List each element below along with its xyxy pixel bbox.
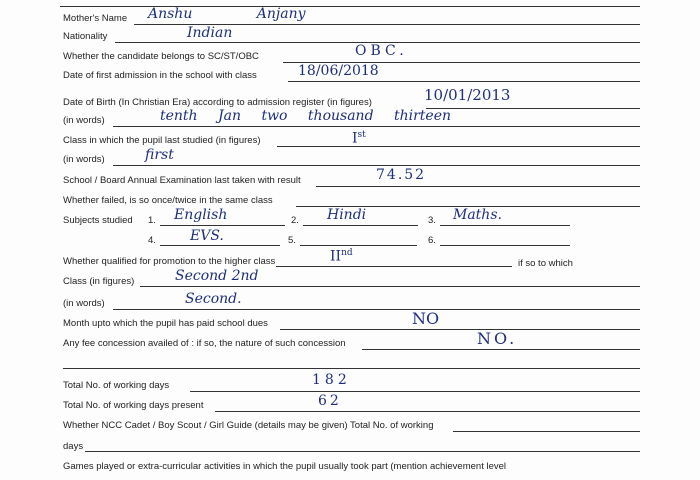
class-figures-label: Class (in figures) bbox=[63, 276, 135, 287]
promotion-label: Whether qualified for promotion to the higher class bbox=[63, 256, 276, 267]
working-days-label: Total No. of working days bbox=[63, 380, 170, 391]
dob-label: Date of Birth (In Christian Era) according to admission register (in figures) bbox=[63, 97, 372, 108]
dob-value: 10/01/2013 bbox=[424, 86, 511, 104]
dob-words-value: tenth Jan two thousand thirteen bbox=[160, 108, 452, 124]
form-line bbox=[60, 6, 640, 7]
subject-value: Hindi bbox=[327, 207, 367, 223]
form-line bbox=[190, 391, 640, 392]
form-line bbox=[113, 309, 640, 310]
class-last-words-value: first bbox=[145, 147, 174, 163]
form-line bbox=[316, 186, 640, 187]
days-label: days bbox=[63, 441, 84, 452]
form-line bbox=[440, 245, 570, 246]
category-value: OBC. bbox=[355, 43, 408, 59]
category-label: Whether the candidate belongs to SC/ST/OBC bbox=[63, 51, 259, 62]
concession-value: NO. bbox=[477, 329, 518, 348]
subject-value: Maths. bbox=[453, 207, 502, 223]
admission-value: 18/06/2018 bbox=[298, 63, 379, 79]
nationality-label: Nationality bbox=[63, 31, 108, 42]
failed-label: Whether failed, is so once/twice in the same class bbox=[63, 195, 273, 206]
class-figures-value: Second 2nd bbox=[175, 268, 259, 284]
subjects-label: Subjects studied bbox=[63, 215, 133, 226]
form-line bbox=[440, 225, 570, 226]
form-line bbox=[160, 245, 280, 246]
subject-value: English bbox=[174, 207, 228, 223]
mothers-name-value: Anshu Anjany bbox=[148, 6, 306, 22]
form-line bbox=[63, 368, 640, 369]
form-line bbox=[113, 165, 640, 166]
dues-value: NO bbox=[412, 309, 440, 328]
form-line bbox=[140, 286, 640, 287]
admission-label: Date of first admission in the school with class bbox=[63, 70, 257, 81]
class-last-words-label: (in words) bbox=[63, 154, 105, 165]
present-label: Total No. of working days present bbox=[63, 400, 204, 411]
dues-label: Month upto which the pupil has paid school dues bbox=[63, 318, 268, 329]
class-last-label: Class in which the pupil last studied (in figures) bbox=[63, 135, 261, 146]
form-line bbox=[277, 146, 640, 147]
class-last-value: Ist bbox=[352, 130, 366, 147]
class-words-value: Second. bbox=[185, 291, 242, 307]
form-line bbox=[113, 126, 640, 127]
subject-number: 2. bbox=[291, 215, 299, 226]
form-line bbox=[288, 81, 640, 82]
form-line bbox=[276, 266, 512, 267]
form-line bbox=[426, 108, 640, 109]
form-line bbox=[85, 451, 640, 452]
working-days-value: 182 bbox=[312, 372, 351, 388]
form-line bbox=[280, 329, 640, 330]
nationality-value: Indian bbox=[187, 25, 233, 41]
exam-value: 74.52 bbox=[376, 167, 427, 183]
mothers-name-label: Mother's Name bbox=[63, 13, 128, 24]
subject-number: 3. bbox=[428, 215, 436, 226]
form-line bbox=[160, 225, 285, 226]
dob-words-label: (in words) bbox=[63, 115, 105, 126]
promotion-value: IInd bbox=[330, 248, 353, 265]
class-words-label: (in words) bbox=[63, 298, 105, 309]
exam-label: School / Board Annual Examination last taken with result bbox=[63, 175, 301, 186]
form-line bbox=[300, 245, 417, 246]
subject-number: 1. bbox=[148, 215, 156, 226]
subject-number: 4. bbox=[148, 235, 156, 246]
present-value: 62 bbox=[318, 393, 342, 409]
subject-number: 6. bbox=[428, 235, 436, 246]
form-line bbox=[215, 411, 640, 412]
form-line bbox=[362, 349, 640, 350]
games-label: Games played or extra-curricular activities in which the pupil usually took part (mention achievement level bbox=[63, 461, 507, 472]
subject-value: EVS. bbox=[190, 228, 224, 244]
promotion-tail-label: if so to which bbox=[518, 258, 573, 269]
concession-label: Any fee concession availed of : if so, the nature of such concession bbox=[63, 338, 346, 349]
form-line bbox=[453, 431, 640, 432]
ncc-label: Whether NCC Cadet / Boy Scout / Girl Guide (details may be given) Total No. of working bbox=[63, 420, 434, 431]
form-line bbox=[303, 225, 418, 226]
subject-number: 5. bbox=[288, 235, 296, 246]
